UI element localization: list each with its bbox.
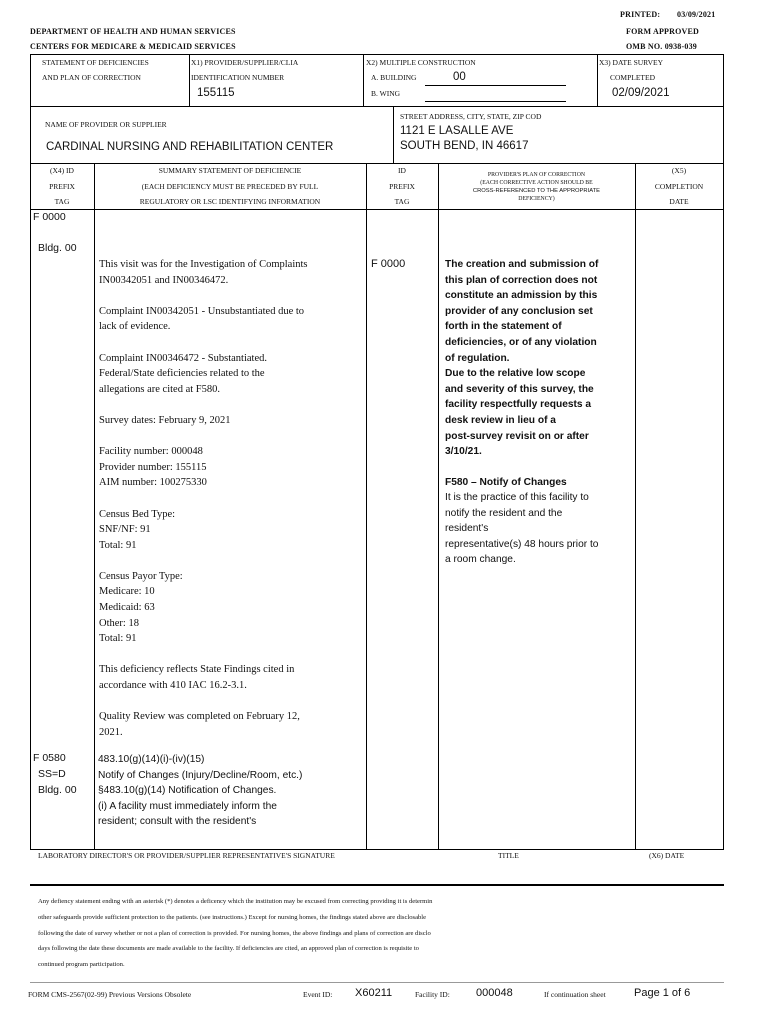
plan-header-4: DEFICIENCY) [518,196,555,202]
signature-label: LABORATORY DIRECTOR'S OR PROVIDER/SUPPLIER REPRESENTATIVE'S SIGNATURE [38,851,335,860]
bldg-label: Bldg. 00 [38,242,77,254]
x6-date-label: (X6) DATE [649,851,685,860]
printed-date: 03/09/2021 [677,10,716,19]
facility-id-label: Facility ID: [415,990,450,999]
footnote-text: Any defiency statement ending with an asterisk (*) denotes a deficency which the institution may be excused from correcting providing it is determin other safeguards provide sufficient protection to the patients. (see instructions.) Except for nursing homes, the findings stated above are disclosable following the date of survey whether or not a plan of correction is provided. For nursing homes, the above findings and plans of correction are disclo days following the date these documents are made available to the facility. If deficiencies are cited, an approved plan of correction is requisite to continued program participation. [38,898,433,969]
x4-header-1: (X4) ID [50,166,74,175]
summary-statement-f580: 483.10(g)(14)(i)-(iv)(15) Notify of Changes (Injury/Decline/Room, etc.) §483.10(g)(14) Notification of Changes. (i) A facility must immediately inform the resident; consult with the resident's [98,754,303,828]
event-id-label: Event ID: [303,990,333,999]
x5-header-1: (X5) [671,166,687,175]
x4-header-2: PREFIX [49,182,75,191]
dept-line-1: DEPARTMENT OF HEALTH AND HUMAN SERVICES [30,27,236,36]
x2-label: X2) MULTIPLE CONSTRUCTION [366,58,476,67]
id-header-1: ID [398,166,406,175]
plan-f580-heading: F580 – Notify of Changes [445,477,567,488]
address-line-1: 1121 E LASALLE AVE [400,125,514,137]
dept-line-2: CENTERS FOR MEDICARE & MEDICAID SERVICES [30,42,236,51]
wing-label: B. WING [371,89,401,98]
building-value: 00 [453,71,466,83]
x3-label-2: COMPLETED [610,73,655,82]
x1-label-2: IDENTIFICATION NUMBER [191,73,285,82]
id-header-3: TAG [394,197,410,206]
address-line-2: SOUTH BEND, IN 46617 [400,140,529,152]
survey-date-value: 02/09/2021 [612,87,670,99]
building-label: A. BUILDING [371,73,417,82]
plan-disclaimer: The creation and submission of this plan of correction does not constitute an admission by this provider of any conclusion set forth in the statement of deficiencies, or of any violation of regulation. Due to the relative low scope and severity of this survey, the facility respectfully requests a desk review in lieu of a post-survey revisit on or after 3/10/21. [445,259,599,458]
x5-header-2: COMPLETION [654,182,704,191]
page-number: Page 1 of 6 [634,987,691,999]
x3-label-1: X3) DATE SURVEY [599,58,663,67]
omb-number: OMB NO. 0938-039 [626,42,697,51]
address-label: STREET ADDRESS, CITY, STATE, ZIP COD [400,112,542,121]
form-number: FORM CMS-2567(02-99) Previous Versions Obsolete [28,990,192,999]
event-id-value: X60211 [355,987,393,999]
id-prefix-tag-f0000: F 0000 [371,258,406,270]
summary-statement-block: This visit was for the Investigation of Complaints IN00342051 and IN00346472. Complaint IN00342051 - Unsubstantiated due to lack of evidence. Complaint IN00346472 - Substantiated. Federal/State deficiencies related to the allegations are cited at F580. Survey dates: February 9, 2021 Facility number: 000048 Provider number: 155115 AIM number: 100275330 Census Bed Type: SNF/NF: 91 Total: 91 Census Payor Type: Medicare: 10 Medicaid: 63 Other: 18 Total: 91 This deficiency reflects State Findings cited in accordance with 410 IAC 16.2-3.1. Quality Review was completed on February 12, 2021. [99,259,308,738]
prefix-tag-f0580: F 0580 [33,752,66,764]
plan-f580-text: It is the practice of this facility to notify the resident and the resident's representative(s) 48 hours prior to a room change. [445,492,599,566]
id-header-2: PREFIX [389,182,415,191]
continuation-label: If continuation sheet [544,990,606,999]
statement-label-2: AND PLAN OF CORRECTION [42,73,141,82]
x4-header-3: TAG [54,197,70,206]
x5-header-3: DATE [669,197,689,206]
prefix-tag-f0000: F 0000 [33,211,66,223]
x1-label-1: X1) PROVIDER/SUPPLIER/CLIA [191,58,299,67]
statement-label-1: STATEMENT OF DEFICIENCIES [42,58,149,67]
summary-header-3: REGULATORY OR LSC IDENTIFYING INFORMATION [139,197,321,206]
plan-header-2: (EACH CORRECTIVE ACTION SHOULD BE [480,180,593,186]
plan-header-3: CROSS-REFERENCED TO THE APPROPRIATE [472,188,601,194]
provider-id-value: 155115 [197,87,235,99]
footer-divider [30,982,724,983]
bldg-label-2: Bldg. 00 [38,784,77,796]
summary-header-2: (EACH DEFICIENCY MUST BE PRECEDED BY FULL [141,182,319,191]
summary-header-1: SUMMARY STATEMENT OF DEFICIENCIE [158,166,302,175]
facility-id-value: 000048 [476,987,513,999]
plan-header-1: PROVIDER'S PLAN OF CORRECTION [487,172,586,178]
scope-severity: SS=D [38,768,66,780]
provider-name-label: NAME OF PROVIDER OR SUPPLIER [45,120,167,129]
form-approved: FORM APPROVED [626,27,700,36]
title-label: TITLE [498,851,519,860]
provider-name: CARDINAL NURSING AND REHABILITATION CENTER [46,141,334,153]
footnote-divider [30,884,724,886]
printed-label: PRINTED: [620,10,661,19]
